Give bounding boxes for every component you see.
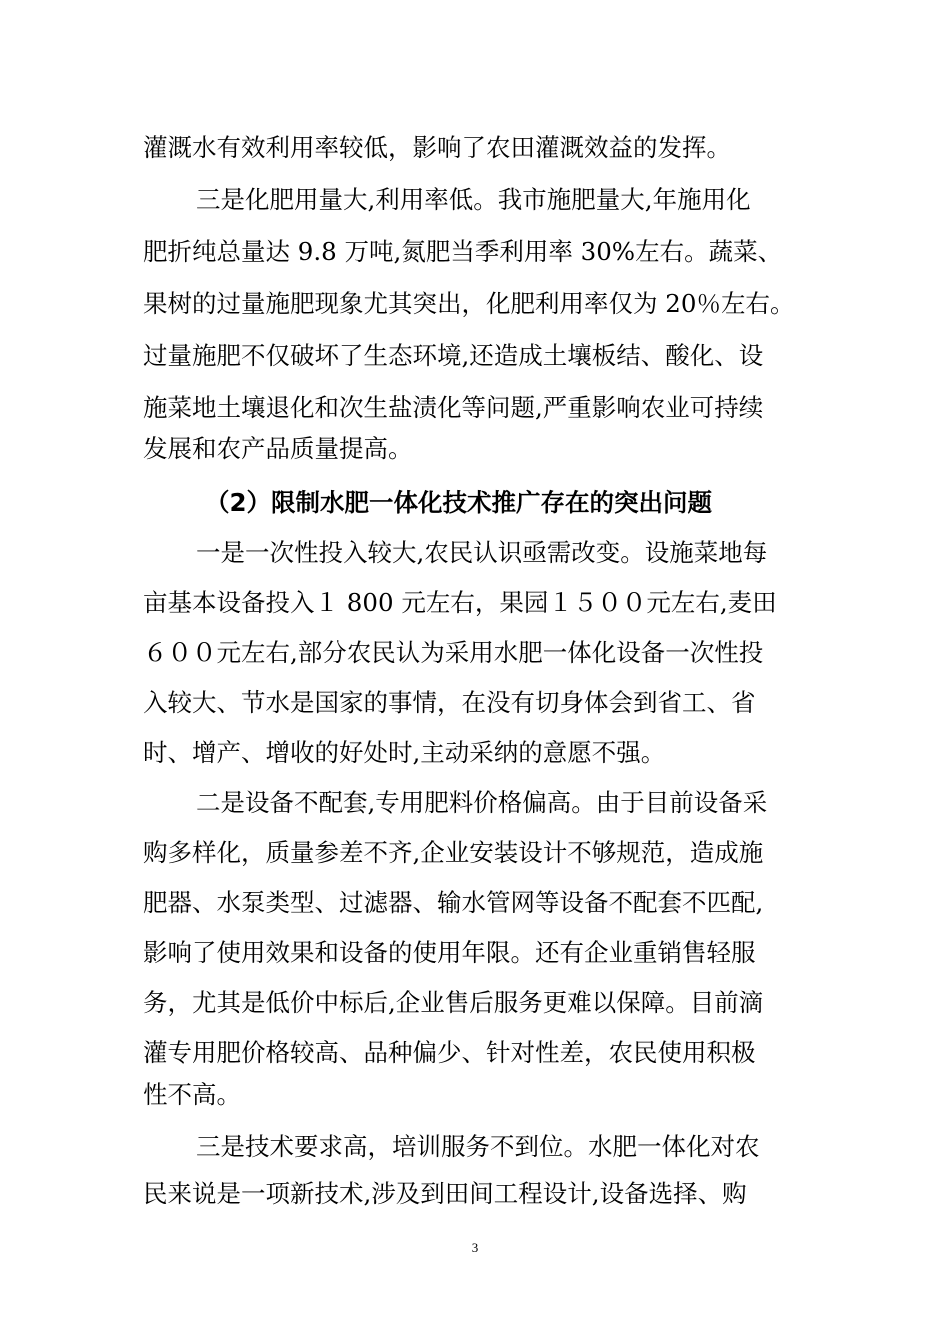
paragraph-first-line: 一是一次性投入较大,农民认识亟需改变。设施菜地每 [196, 538, 768, 567]
body-text-line: 民来说是一项新技术,涉及到田间工程设计,设备选择、购 [143, 1179, 747, 1208]
body-text-line: 影响了使用效果和设备的使用年限。还有企业重销售轻服 [143, 938, 756, 967]
body-text-line: ６００元左右,部分农民认为采用水肥一体化设备一次性投 [143, 638, 764, 667]
section-heading: （2）限制水肥一体化技术推广存在的突出问题 [205, 488, 713, 517]
body-text-line: 过量施肥不仅破坏了生态环境,还造成土壤板结、酸化、设 [143, 341, 764, 370]
body-text-line: 务，尤其是低价中标后,企业售后服务更难以保障。目前滴 [143, 988, 764, 1017]
body-text-line: 灌专用肥价格较高、品种偏少、针对性差，农民使用积极 [143, 1038, 756, 1067]
body-text-line: 入较大、节水是国家的事情，在没有切身体会到省工、省 [143, 688, 756, 717]
paragraph-first-line: 三是技术要求高，培训服务不到位。水肥一体化对农 [196, 1132, 760, 1161]
paragraph-first-line: 三是化肥用量大,利用率低。我市施肥量大,年施用化 [196, 185, 751, 214]
body-text-line: 时、增产、增收的好处时,主动采纳的意愿不强。 [143, 738, 666, 767]
body-text-line: 购多样化，质量参差不齐,企业安装设计不够规范，造成施 [143, 838, 764, 867]
body-text-line: 灌溉水有效利用率较低，影响了农田灌溉效益的发挥。 [143, 133, 731, 162]
page-number: 3 [471, 1240, 479, 1255]
body-text-line: 亩基本设备投入１ 800 元左右，果园１５００元左右,麦田 [143, 588, 777, 617]
body-text-line: 性不高。 [143, 1080, 241, 1109]
body-text-line: 肥器、水泵类型、过滤器、输水管网等设备不配套不匹配, [143, 888, 764, 917]
body-text-line: 肥折纯总量达 9.8 万吨,氮肥当季利用率 30%左右。蔬菜、 [143, 237, 783, 266]
body-text-line: 施菜地土壤退化和次生盐渍化等问题,严重影响农业可持续 [143, 393, 764, 422]
body-text-line: 发展和农产品质量提高。 [143, 434, 413, 463]
body-text-line: 果树的过量施肥现象尤其突出，化肥利用率仅为 20％左右。 [143, 289, 795, 318]
paragraph-first-line: 二是设备不配套,专用肥料价格偏高。由于目前设备采 [196, 788, 768, 817]
